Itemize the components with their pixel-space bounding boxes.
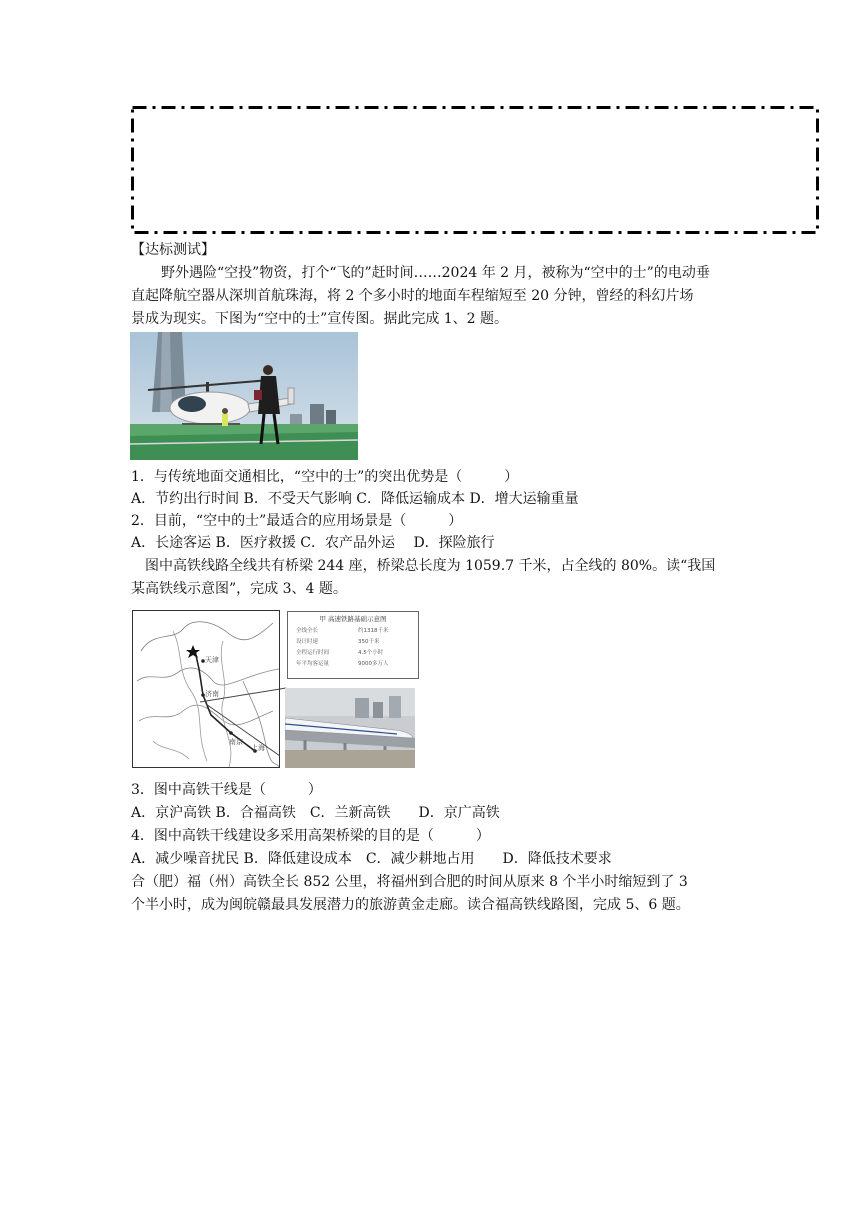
section-title: 【达标测试】 [131, 242, 215, 258]
info-key: 设计时速 [296, 639, 319, 645]
info-value: 4.5个小时 [358, 650, 384, 656]
intro3-line2: 个半小时，成为闽皖赣最具发展潜力的旅游黄金走廊。读合福高铁线路图，完成 5、6 题。 [131, 897, 690, 913]
map-label-nanjing: 南京 [229, 738, 243, 746]
info-key: 全程运行时间 [296, 650, 330, 656]
q1-stem: 1．与传统地面交通相比，“空中的士”的突出优势是（ ） [131, 469, 519, 485]
high-speed-train-photo [285, 688, 415, 768]
q2-stem: 2．目前，“空中的士”最适合的应用场景是（ ） [131, 513, 463, 529]
map-label-tianjin: 天津 [205, 656, 219, 664]
q3-options: A．京沪高铁 B．合福高铁 C．兰新高铁 D．京广高铁 [131, 805, 500, 821]
intro3-line1: 合（肥）福（州）高铁全长 852 公里，将福州到合肥的时间从原来 8 个半小时缩短到了 3 [131, 874, 688, 890]
info-key: 全线全长 [296, 628, 319, 634]
intro1-line3: 景成为现实。下图为“空中的士”宣传图。据此完成 1、2 题。 [131, 311, 509, 327]
railway-info-box [287, 611, 419, 679]
map-label-shanghai: 上海 [251, 744, 265, 752]
info-value: 350千米 [358, 639, 380, 645]
info-value: 约1318千米 [358, 628, 389, 634]
air-taxi-photo [130, 332, 358, 460]
q4-options: A．减少噪音扰民 B．降低建设成本 C．减少耕地占用 D．降低技术要求 [131, 851, 612, 867]
intro2-line2: 某高铁线示意图”，完成 3、4 题。 [131, 581, 347, 597]
q2-options: A．长途客运 B．医疗救援 C．农产品外运 D．探险旅行 [131, 535, 495, 551]
info-box-title: 甲 高速铁路基础示意图 [319, 615, 387, 623]
intro1-line2: 直起降航空器从深圳首航珠海，将 2 个多小时的地面车程缩短至 20 分钟，曾经的科幻片场 [131, 288, 694, 304]
info-key: 年平均客运量 [296, 661, 330, 667]
map-label-jinan: 济南 [205, 690, 219, 698]
q3-stem: 3．图中高铁干线是（ ） [131, 782, 322, 798]
info-value: 9000多万人 [358, 661, 389, 667]
answer-box [131, 106, 819, 234]
intro2-line1: 图中高铁线路全线共有桥梁 244 座，桥梁总长度为 1059.7 千米，占全线的 80%。读“我国 [145, 558, 716, 574]
intro1-line1: 野外遇险“空投”物资，打个“飞的”赶时间……2024 年 2 月，被称为“空中的士”的电动垂 [161, 265, 710, 281]
q1-options: A．节约出行时间 B．不受天气影响 C．降低运输成本 D．增大运输重量 [131, 491, 579, 507]
q4-stem: 4．图中高铁干线建设多采用高架桥梁的目的是（ ） [131, 828, 490, 844]
